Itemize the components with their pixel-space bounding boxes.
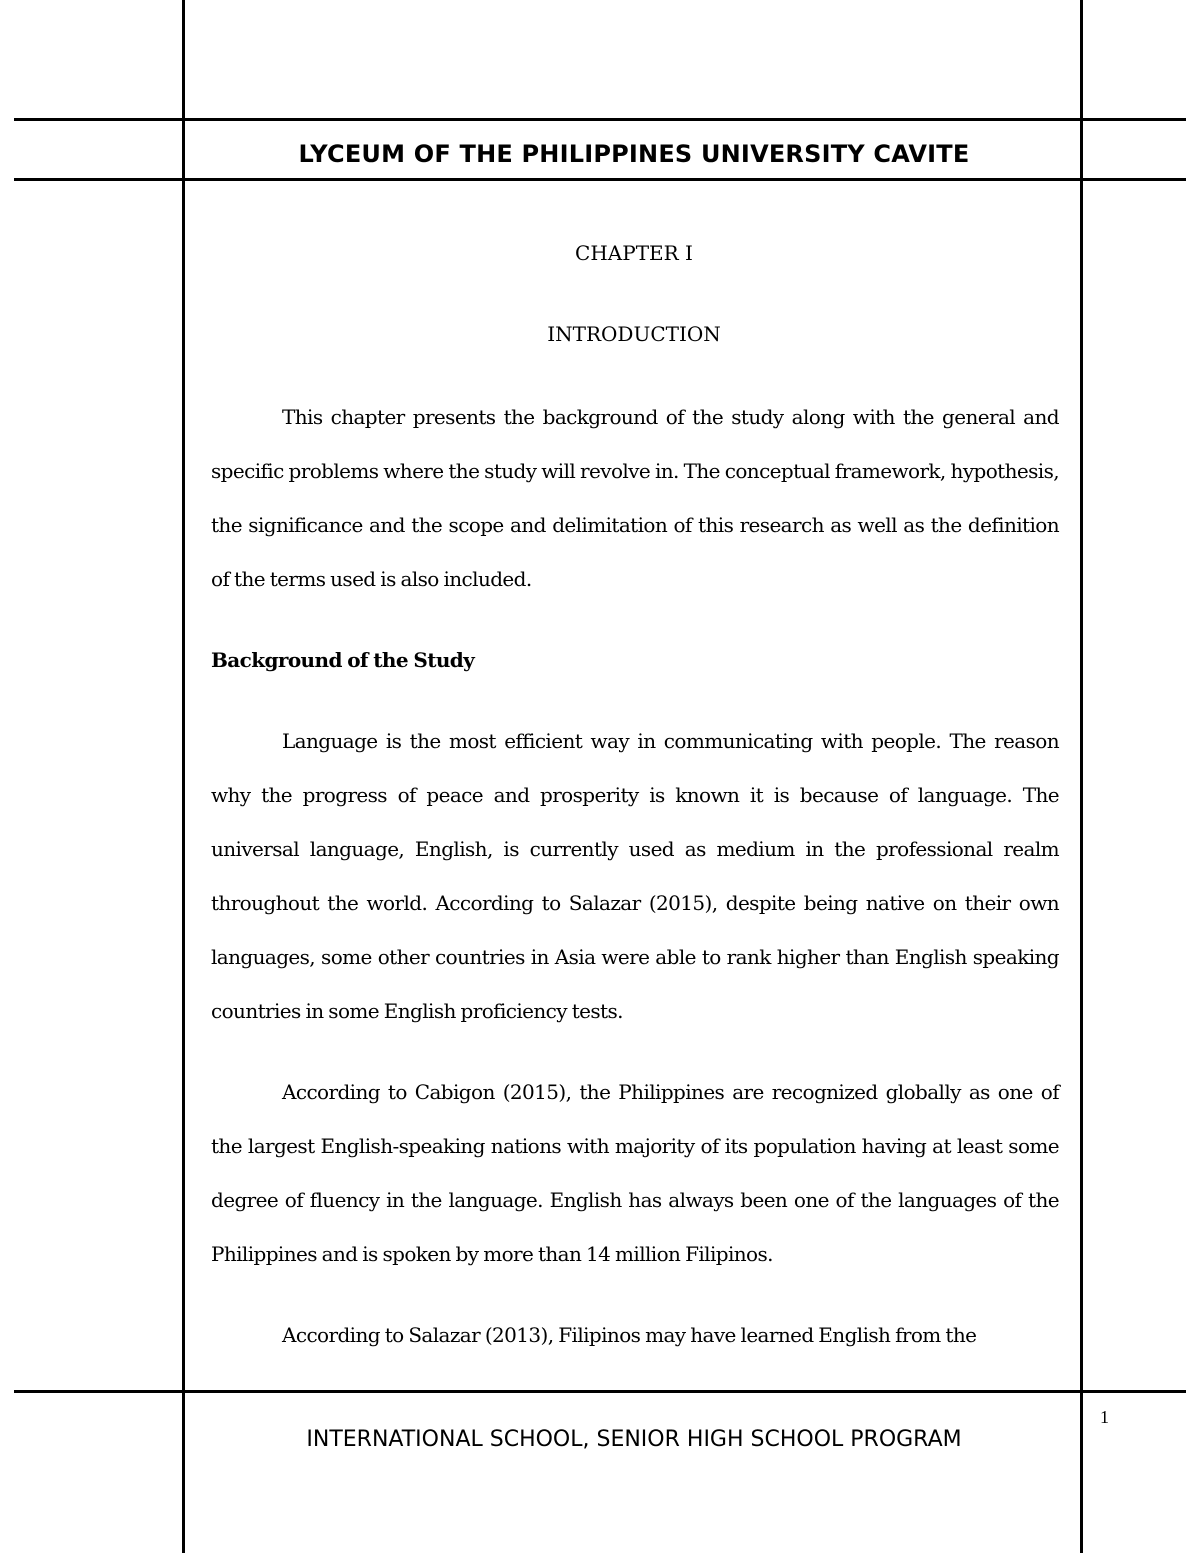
body-paragraph: According to Salazar (2013), Filipinos may have learned English from the: [282, 1323, 977, 1347]
body-paragraph: According to Cabigon (2015), the Philippines are recognized globally as one of the largest English-speaking nations with majority of its population having at least some degree of fluency in the language. English has always been one of the languages of the Philippines and is spoken by more than 14 million Filipinos.: [211, 1080, 1059, 1266]
left-border-rule: [182, 0, 185, 1553]
body-paragraph: Language is the most efficient way in communicating with people. The reason why the progress of peace and prosperity is known it is because of language. The universal language, English, is currently used as medium in the professional realm throughout the world. According to Salazar (2015), despite being native on their own languages, some other countries in Asia were able to rank higher than English speaking countries in some English proficiency tests.: [211, 729, 1059, 1023]
page-number: 1: [1100, 1407, 1109, 1427]
right-border-rule: [1080, 0, 1083, 1553]
intro-paragraph: This chapter presents the background of the study along with the general and specific problems where the study will revolve in. The conceptual framework, hypothesis, the significance and the scope and delimitation of this research as well as the definition of the terms used is also included.: [211, 405, 1059, 591]
chapter-number: CHAPTER I: [575, 241, 693, 265]
header-title: LYCEUM OF THE PHILIPPINES UNIVERSITY CAVITE: [298, 140, 970, 168]
chapter-title: INTRODUCTION: [547, 322, 721, 346]
header-bottom-rule: [14, 178, 1186, 181]
header-top-rule: [14, 118, 1186, 121]
document-body: [211, 390, 1059, 1389]
footer-title: INTERNATIONAL SCHOOL, SENIOR HIGH SCHOOL PROGRAM: [306, 1427, 962, 1452]
section-heading: Background of the Study: [211, 648, 475, 672]
footer-top-rule: [14, 1390, 1186, 1393]
